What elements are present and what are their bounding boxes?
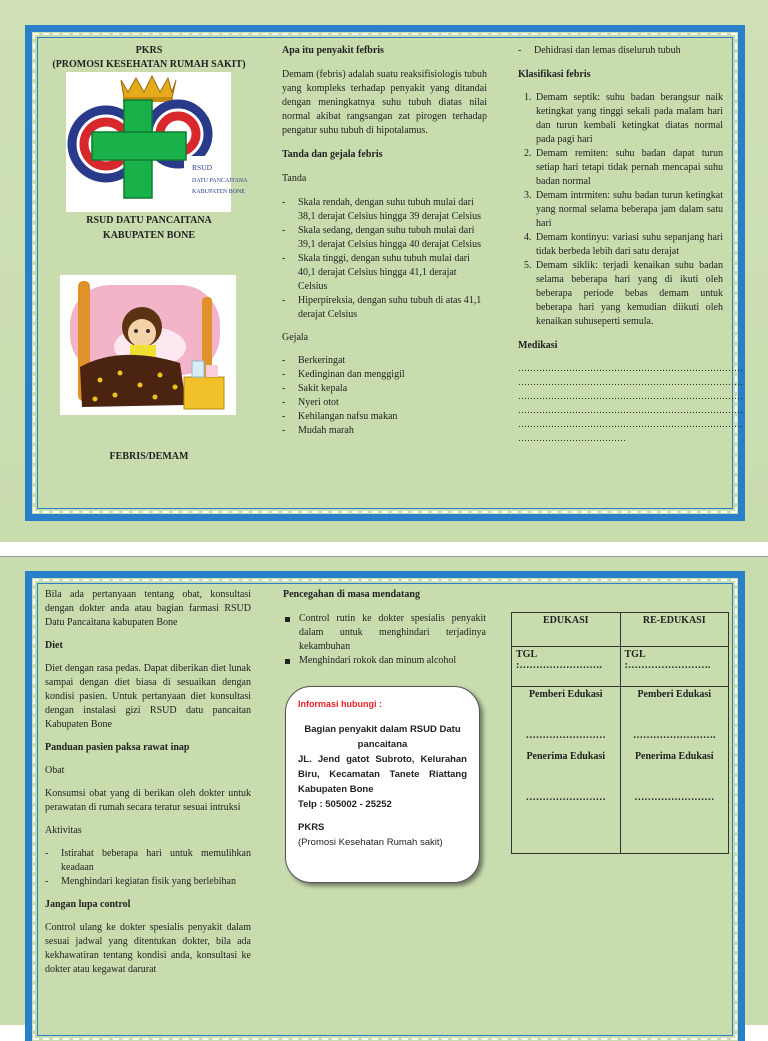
- list-item: - Hiperpireksia, dengan suhu tubuh di atas 41,1 derajat Celsius: [282, 294, 487, 322]
- symptoms-list-continued: [518, 44, 723, 58]
- date-label: TGL: [516, 649, 538, 660]
- list-item: Menghindari rokok dan minum alcohol: [283, 654, 486, 668]
- date-blank: :…………………….: [624, 660, 711, 671]
- list-item: - Skala rendah, dengan suhu tubuh mulai dari 38,1 derajat Celsius hingga 39 derajat Celsius: [282, 196, 487, 224]
- list-item: - Sakit kepala: [282, 382, 487, 396]
- educator-blank: ……………………: [525, 730, 606, 741]
- heading-signs-symptoms: Tanda dan gejala febris: [282, 149, 383, 160]
- list-item: - Menghindari kegiatan fisik yang berlebihan: [45, 875, 251, 889]
- column-febris-info: [282, 44, 487, 438]
- educator-label: Pemberi Edukasi: [637, 689, 712, 700]
- contact-department: Bagian penyakit dalam RSUD Datu pancaitana: [304, 724, 461, 750]
- recipient-label: Penerima Edukasi: [634, 751, 714, 762]
- activity-label: Aktivitas: [45, 825, 82, 836]
- activity-list: [45, 847, 251, 889]
- column-prevention: [283, 588, 486, 668]
- recipient-blank: ……………………: [634, 792, 715, 803]
- blank-line: …………………………………………………………………: [518, 363, 743, 373]
- logo-text-2: DATU PANCAITANA: [192, 178, 248, 184]
- educator-label: Pemberi Edukasi: [528, 689, 603, 700]
- control-text: Control ulang ke dokter spesialis penyakit dalam sesuai jadwal yang ditentukan dokter, bila ada kekhawatiran tentang kondisi anda, konsultasi ke dokter atau kegawat darurat: [45, 922, 251, 975]
- heading-medication: Medikasi: [518, 340, 558, 351]
- edukasi-signatures-cell: [512, 687, 621, 854]
- contact-info-box: [285, 686, 480, 883]
- logo-text-3: KABUPATEN BONE: [192, 189, 245, 195]
- contact-address: JL. Jend gatot Subroto, Kelurahan Biru, Kecamatan Tanete Riattang Kabupaten Bone: [298, 754, 467, 795]
- list-item: - Skala tinggi, dengan suhu tubuh mulai dari 40,1 derajat Celsius hingga 41,1 derajat Celsius: [282, 252, 487, 294]
- list-item: - Dehidrasi dan lemas diseluruh tubuh: [518, 44, 723, 58]
- re-edukasi-header: RE-EDUKASI: [620, 613, 729, 647]
- list-item: - Istirahat beberapa hari untuk memulihkan keadaan: [45, 847, 251, 875]
- column-classification: [518, 44, 743, 445]
- list-item: - Mudah marah: [282, 424, 487, 438]
- blank-line: …………………………………………………………………: [518, 377, 743, 387]
- hospital-name: [40, 213, 258, 243]
- blank-line: ………………………………: [518, 433, 626, 443]
- contact-pkrs-full: (Promosi Kesehatan Rumah sakit): [298, 837, 443, 848]
- list-item: - Berkeringat: [282, 354, 487, 368]
- hospital-name-line1: RSUD DATU PANCAITANA: [86, 215, 212, 226]
- diet-text: Diet dengan rasa pedas. Dapat diberikan diet lunak sampai dengan diet biasa di sesuaikan dengan kondisi pasien. Untuk pertanyaan diet konsultasi dengan instalasi gizi RSUD datu pancaitan Kabupaten Bone: [45, 663, 251, 730]
- contact-title: Informasi hubungi :: [298, 699, 382, 709]
- symptoms-list: [282, 354, 487, 438]
- signs-label: Tanda: [282, 173, 307, 184]
- list-item: - Kehilangan nafsu makan: [282, 410, 487, 424]
- date-label: TGL: [624, 649, 646, 660]
- prevention-list: [283, 612, 486, 668]
- educator-blank: …………………….: [633, 730, 716, 741]
- classification-list: [518, 91, 723, 329]
- list-item: 5. Demam siklik: terjadi kenaikan suhu badan selama beberapa hari yang di ikuti oleh beberapa periode bebas demam untuk beberapa hari yang kemudian diikuti oleh kenaikan suhuseperti semula.: [534, 259, 723, 329]
- medication-blank-lines: [518, 361, 743, 445]
- list-item: - Skala sedang, dengan suhu tubuh mulai dari 39,1 derajat Celsius hingga 40 derajat Celsius: [282, 224, 487, 252]
- heading-prevention: Pencegahan di masa mendatang: [283, 589, 420, 600]
- re-edukasi-signatures-cell: [620, 687, 729, 854]
- heading-diet: Diet: [45, 640, 63, 651]
- medicine-text: Konsumsi obat yang di berikan oleh dokter untuk perawatan di rumah secara teratur sesuai intruksi: [45, 788, 251, 813]
- symptoms-label: Gejala: [282, 332, 309, 343]
- logo-text-1: RSUD: [192, 163, 213, 172]
- org-full-name: (PROMOSI KESEHATAN RUMAH SAKIT): [52, 59, 246, 70]
- medicine-label: Obat: [45, 765, 65, 776]
- blank-line: …………………………………………………………………: [518, 391, 743, 401]
- cover-header: [40, 44, 258, 72]
- recipient-blank: ……………………: [525, 792, 606, 803]
- febris-definition: Demam (febris) adalah suatu reaksifisiologis tubuh yang kompleks terhadap penyakit yang ditandai dengan meningkatnya suhu tubuh diatas nilai normal akibat rangsangan zat pirogen terhadap pengatur suhu tubuh di hipotalamus.: [282, 69, 487, 136]
- sick-child-illustration: [60, 275, 236, 415]
- list-item: - Kedinginan dan menggigil: [282, 368, 487, 382]
- crown-icon: [121, 76, 176, 102]
- heading-what-is-febris: Apa itu penyakit fefbris: [282, 45, 384, 56]
- brochure-title: FEBRIS/DEMAM: [109, 451, 189, 462]
- re-edukasi-date-cell: [620, 647, 729, 687]
- date-blank: :…………………….: [516, 660, 602, 671]
- heading-inpatient-guide: Panduan pasien paksa rawat inap: [45, 742, 190, 753]
- list-item: 3. Demam intrmiten: suhu badan turun ketingkat yang normal selama beberapa jam dalam satu hari: [534, 189, 723, 231]
- edukasi-header: EDUKASI: [512, 613, 621, 647]
- medicine-question-note: Bila ada pertanyaan tentang obat, konsultasi dengan dokter anda atau bagian farmasi RSUD Datu Pancaitana kabupaten Bone: [45, 589, 251, 628]
- contact-phone: Telp : 505002 - 25252: [298, 799, 392, 810]
- list-item: - Nyeri otot: [282, 396, 487, 410]
- hospital-logo: [66, 72, 248, 212]
- list-item: 2. Demam remiten: suhu badan dapat turun setiap hari tetapi tidak pernah mencapai suhu badan normal: [534, 147, 723, 189]
- column-guidance: [45, 588, 251, 977]
- edukasi-date-cell: [512, 647, 621, 687]
- org-acronym: PKRS: [135, 45, 163, 56]
- list-item: 4. Demam kontinyu: variasi suhu sepanjang hari tidak berbeda lebih dari satu derajat: [534, 231, 723, 259]
- list-item: Control rutin ke dokter spesialis penyakit dalam untuk menghindari terjadinya kekambuhan: [283, 612, 486, 654]
- blank-line: …………………………………………………………………: [518, 405, 743, 415]
- blank-line: …………………………………………………………………: [518, 419, 743, 429]
- signs-list: [282, 196, 487, 322]
- heading-control-reminder: Jangan lupa control: [45, 899, 131, 910]
- hospital-name-line2: KABUPATEN BONE: [102, 230, 196, 241]
- heading-classification: Klasifikasi febris: [518, 69, 591, 80]
- education-record-table: [511, 612, 729, 854]
- list-item: 1. Demam septik: suhu badan berangsur naik ketingkat yang tinggi sekali pada malam hari dan turun kembali ketingkat diatas normal pada pagi hari: [534, 91, 723, 147]
- contact-pkrs: PKRS: [298, 822, 325, 833]
- recipient-label: Penerima Edukasi: [526, 751, 606, 762]
